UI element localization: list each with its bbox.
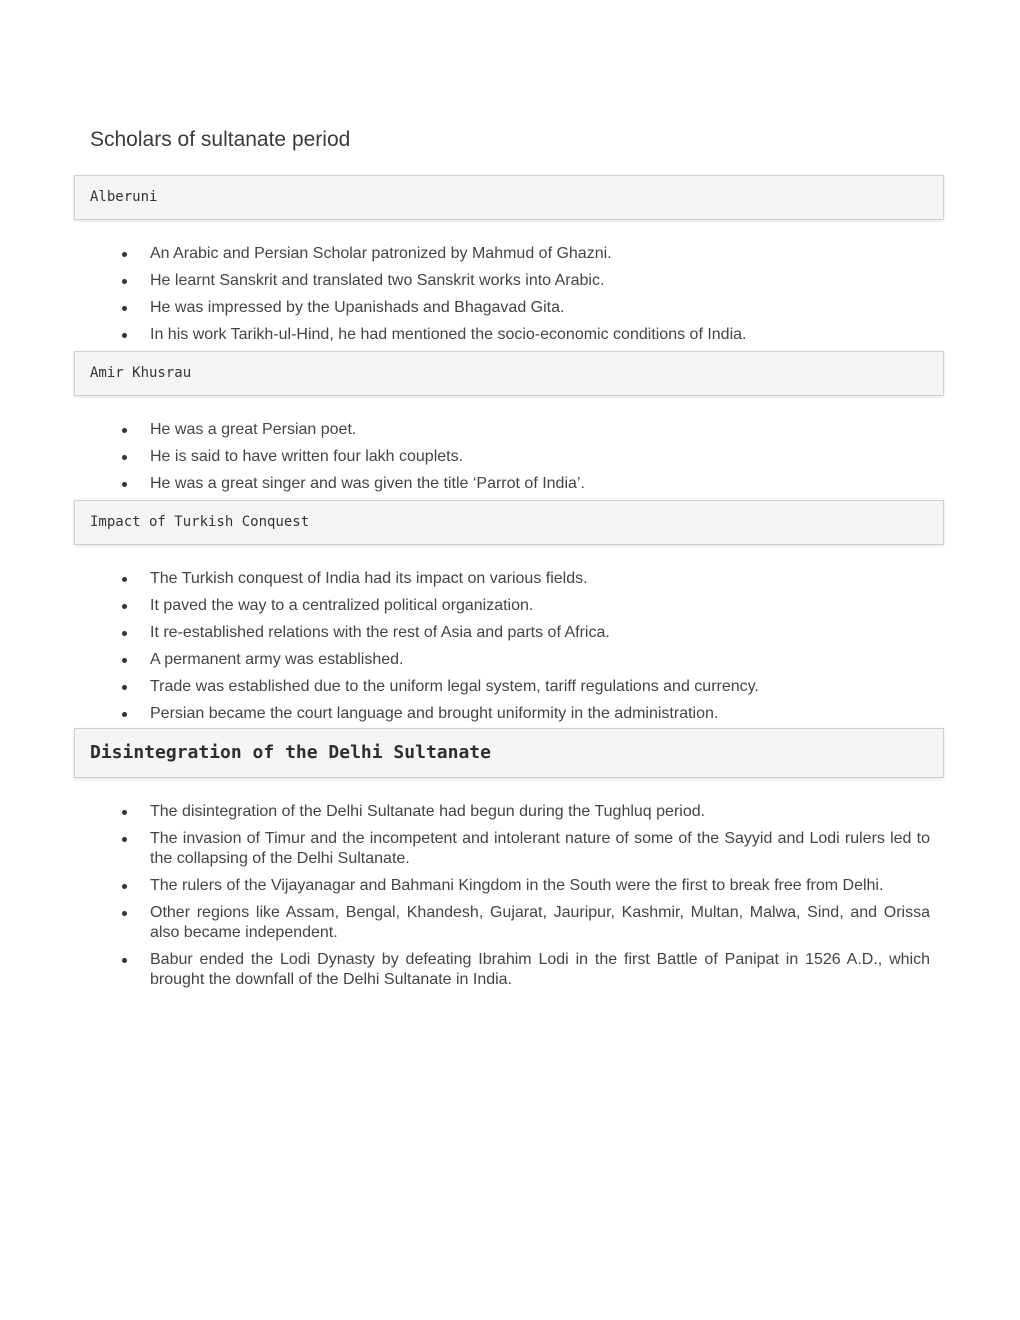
list-item: Other regions like Assam, Bengal, Khandesh, Gujarat, Jauripur, Kashmir, Multan, Malwa, Sind, and Orissa also became independent. [150, 904, 930, 941]
section-heading-label: Alberuni [90, 189, 158, 205]
section-heading-impact-of-turkish-conquest [74, 500, 944, 545]
list-item: He was a great singer and was given the title ‘Parrot of India’. [150, 474, 930, 494]
list-item: Trade was established due to the uniform legal system, tariff regulations and currency. [150, 677, 930, 697]
list-item: A permanent army was established. [150, 650, 930, 670]
page-title: Scholars of sultanate period [90, 128, 351, 151]
list-item: He was impressed by the Upanishads and Bhagavad Gita. [150, 298, 930, 318]
list-item: Babur ended the Lodi Dynasty by defeating Ibrahim Lodi in the first Battle of Panipat in 1526 A.D., which brought the downfall of the Delhi Sultanate in India. [150, 951, 930, 988]
section-heading-amir-khusrau [74, 351, 944, 396]
bullet-list-alberuni [150, 244, 930, 352]
list-item: The rulers of the Vijayanagar and Bahmani Kingdom in the South were the first to break free from Delhi. [150, 876, 930, 896]
bullet-list-impact [150, 569, 930, 731]
bullet-list-amir-khusrau [150, 420, 930, 501]
list-item: The invasion of Timur and the incompetent and intolerant nature of some of the Sayyid and Lodi rulers led to the collapsing of the Delhi Sultanate. [150, 830, 930, 867]
list-item: It paved the way to a centralized political organization. [150, 596, 930, 616]
list-item: In his work Tarikh-ul-Hind, he had mentioned the socio-economic conditions of India. [150, 325, 930, 345]
list-item: He learnt Sanskrit and translated two Sanskrit works into Arabic. [150, 271, 930, 291]
list-item: An Arabic and Persian Scholar patronized by Mahmud of Ghazni. [150, 244, 930, 264]
section-heading-label: Impact of Turkish Conquest [90, 514, 310, 530]
list-item: The disintegration of the Delhi Sultanate had begun during the Tughluq period. [150, 802, 930, 822]
list-item: He is said to have written four lakh couplets. [150, 447, 930, 467]
section-heading-label: Amir Khusrau [90, 365, 192, 381]
list-item: It re-established relations with the rest of Asia and parts of Africa. [150, 623, 930, 643]
list-item: The Turkish conquest of India had its impact on various fields. [150, 569, 930, 589]
list-item: Persian became the court language and brought uniformity in the administration. [150, 704, 930, 724]
section-heading-disintegration [74, 728, 944, 778]
bullet-list-disintegration [150, 802, 930, 997]
list-item: He was a great Persian poet. [150, 420, 930, 440]
section-heading-label: Disintegration of the Delhi Sultanate [90, 742, 491, 763]
section-heading-alberuni [74, 175, 944, 220]
